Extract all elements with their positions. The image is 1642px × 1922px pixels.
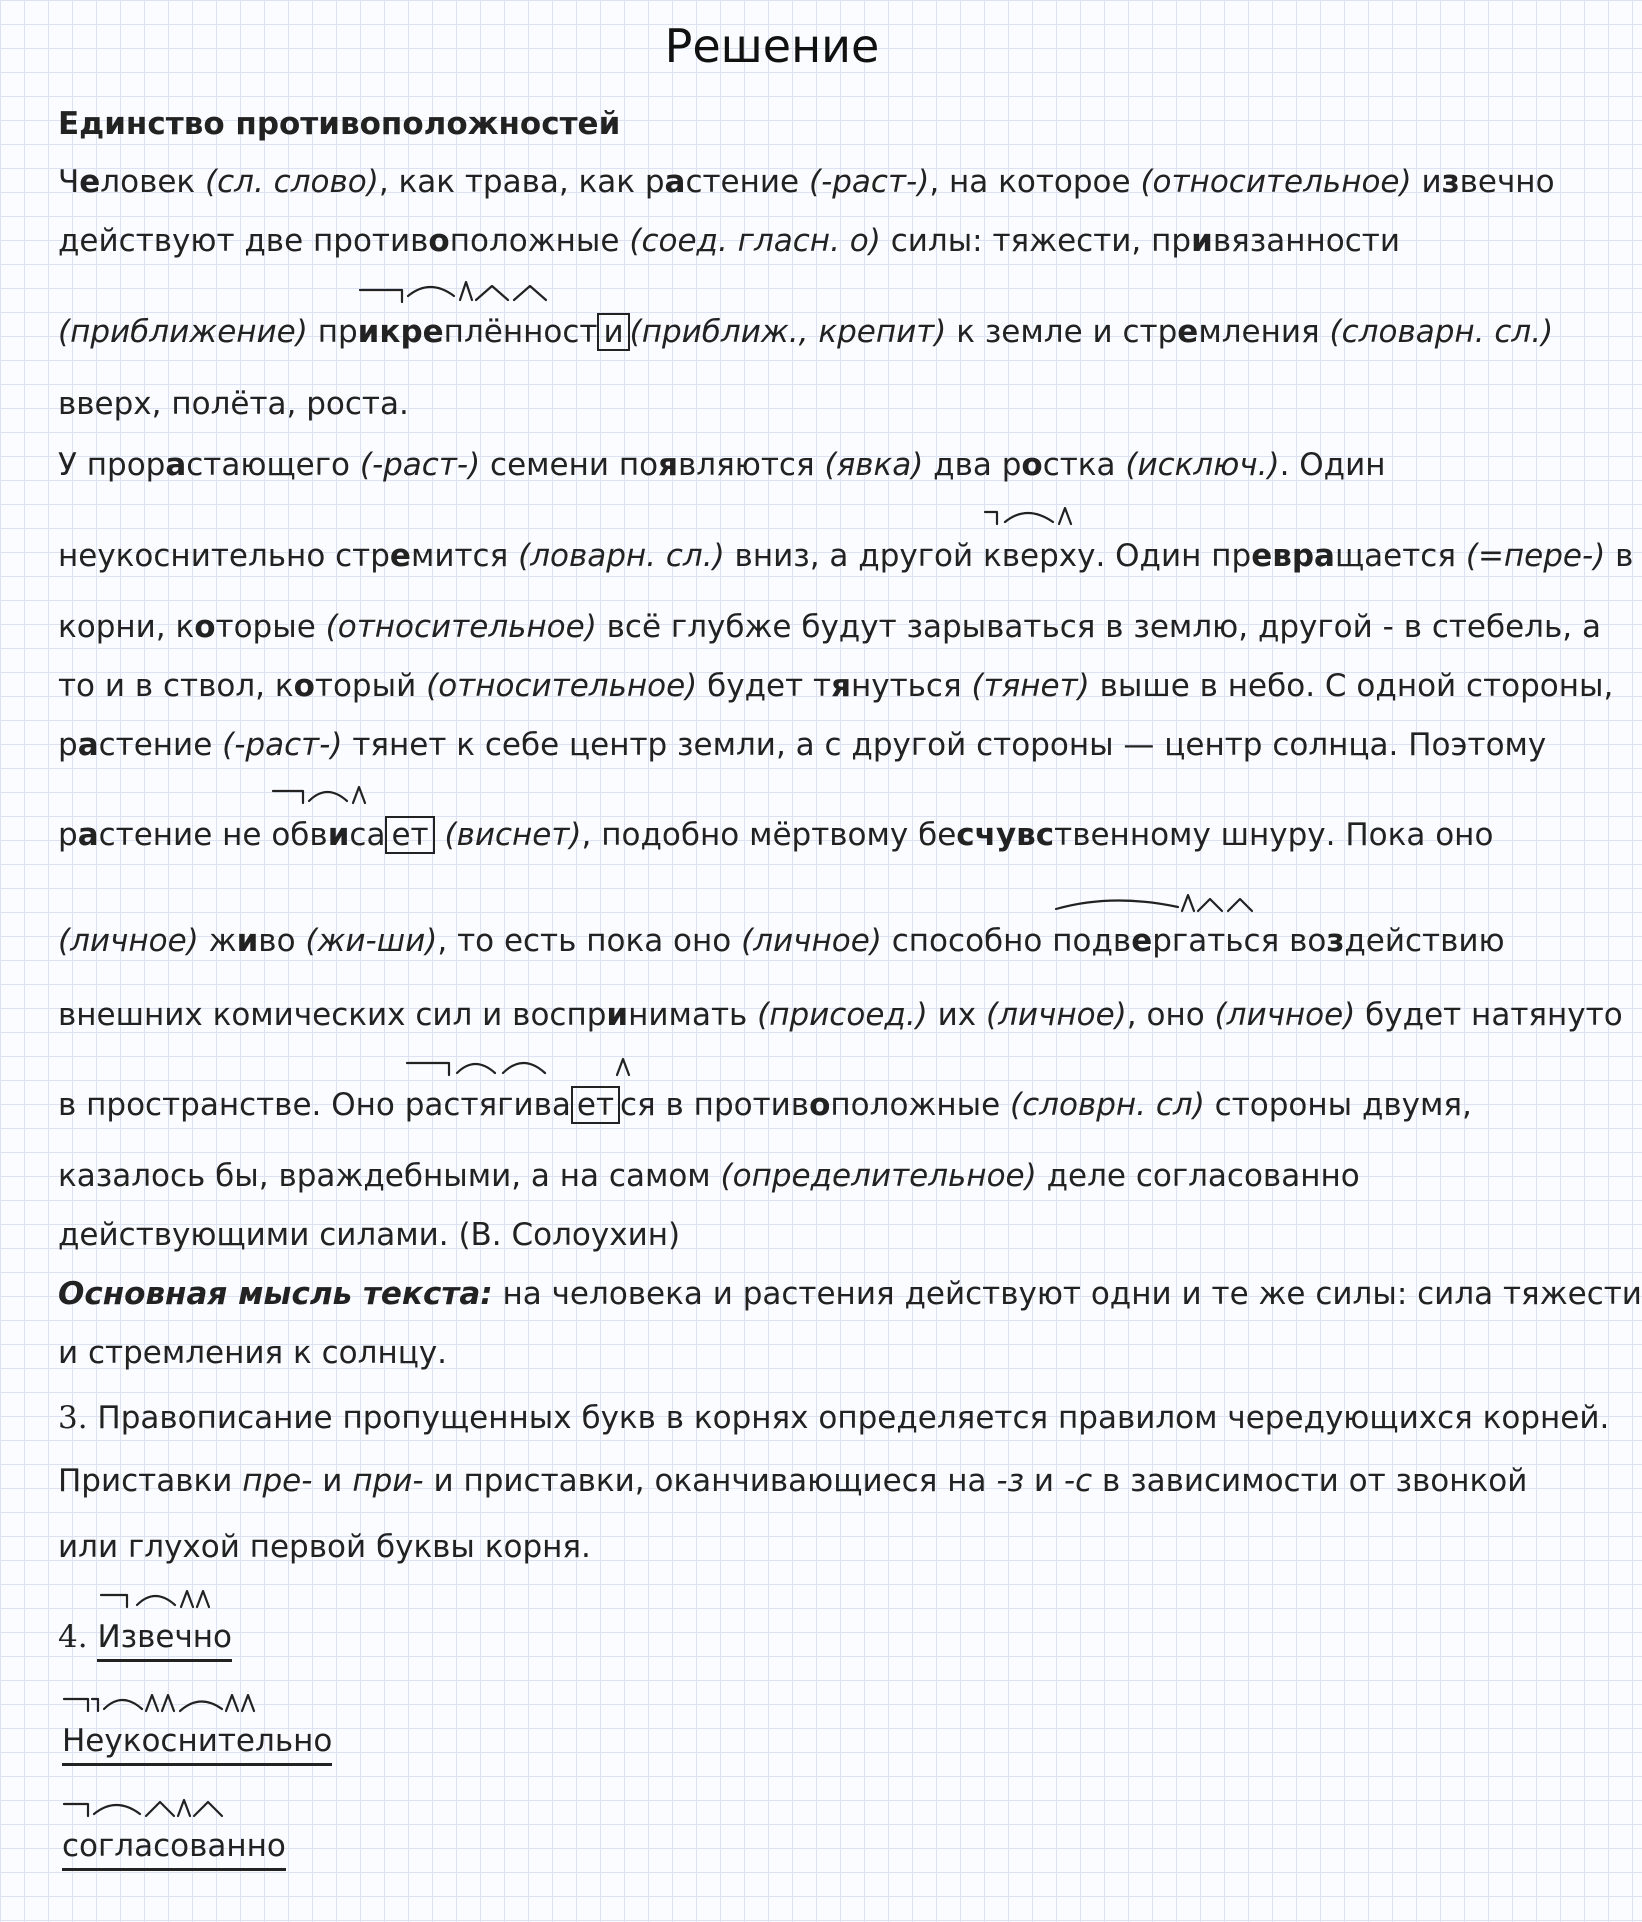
text-line-15: действующими силами. (В. Солоухин) <box>58 1217 681 1253</box>
text-line-6: неукоснительно стремится (ловарн. сл.) вниз, а другой кверху. Один превращается (=пере-) в <box>58 536 1633 576</box>
ending-box: ет <box>385 816 434 854</box>
item-4-word-2: Неукоснительно <box>62 1721 332 1766</box>
morpheme-marks <box>405 1053 645 1093</box>
item-3-line-2: Приставки пре- и при- и приставки, оканчивающиеся на -з и -с в зависимости от звонкой <box>58 1463 1528 1499</box>
main-idea-line-1: Основная мысль текста: на человека и растения действуют одни и те же силы: сила тяжести <box>58 1276 1642 1312</box>
text-line-3: (приближение) пр икреплённост и (приближ., крепит) к земле и стремления (словарн. сл.) <box>58 312 1553 352</box>
item-4-word-1: 4. Извечно <box>58 1617 232 1662</box>
text-line-5: У прорастающего (-раст-) семени появляются (явка) два ростка (исключ.). Один <box>58 447 1386 483</box>
main-idea-line-2: и стремления к солнцу. <box>58 1335 448 1371</box>
ending-box: ет <box>571 1086 620 1124</box>
text-line-7: корни, которые (относительное) всё глубже будут зарываться в землю, другой - в стебель, а <box>58 609 1601 645</box>
ending-box: и <box>597 313 629 351</box>
text-line-13: в пространстве. Оно растягива ет ся в противоположные (словрн. сл) стороны двумя, <box>58 1085 1472 1125</box>
page-title: Решение <box>664 19 880 73</box>
morpheme-parsed-word: обвиса <box>271 815 385 855</box>
text-line-10: растение не обвиса ет (виснет), подобно мёртвому бесчувственному шнуру. Пока оно <box>58 815 1493 855</box>
morpheme-marks <box>358 280 658 314</box>
text-heading: Единство противоположностей <box>58 106 621 142</box>
text-line-9: растение (-раст-) тянет к себе центр земли, а с другой стороны — центр солнца. Поэтому <box>58 727 1547 763</box>
item-4-number: 4. <box>58 1619 88 1655</box>
main-idea-label: Основная мысль текста: <box>58 1276 493 1312</box>
item-4-word-3: согласованно <box>62 1826 286 1871</box>
text-line-11: (личное) живо (жи-ши), то есть пока оно (личное) способно подвергаться воздействию <box>58 921 1505 961</box>
morpheme-marks <box>97 1585 237 1619</box>
item-3-line-3: или глухой первой буквы корня. <box>58 1529 591 1565</box>
morpheme-marks <box>983 504 1103 538</box>
text-line-14: казалось бы, враждебными, а на самом (определительное) деле согласованно <box>58 1158 1360 1194</box>
text-line-2: действуют две противоположные (соед. гласн. о) силы: тяжести, привязанности <box>58 223 1400 259</box>
morpheme-parsed-word: кверху <box>983 536 1095 576</box>
morpheme-parsed-word: икреплённост <box>358 312 598 352</box>
item-3-line-1: 3. Правописание пропущенных букв в корнях определяется правилом чередующихся корней. <box>58 1400 1610 1436</box>
morpheme-marks <box>62 1794 302 1828</box>
text-line-12: внешних комических сил и воспринимать (присоед.) их (личное), оно (личное) будет натянуто <box>58 997 1623 1033</box>
text-line-4: вверх, полёта, роста. <box>58 386 409 422</box>
morpheme-marks <box>62 1689 322 1723</box>
morpheme-marks <box>271 783 411 817</box>
morpheme-marks <box>1052 889 1292 929</box>
item-3-number: 3. <box>58 1400 88 1436</box>
text-line-1: Человек (сл. слово), как трава, как растение (-раст-), на которое (относительное) извечно <box>58 164 1555 200</box>
morpheme-parsed-word: подвергаться <box>1052 921 1279 961</box>
text-line-8: то и в ствол, который (относительное) будет тянуться (тянет) выше в небо. С одной стороны, <box>58 668 1614 704</box>
morpheme-parsed-word: растягива <box>405 1085 571 1125</box>
